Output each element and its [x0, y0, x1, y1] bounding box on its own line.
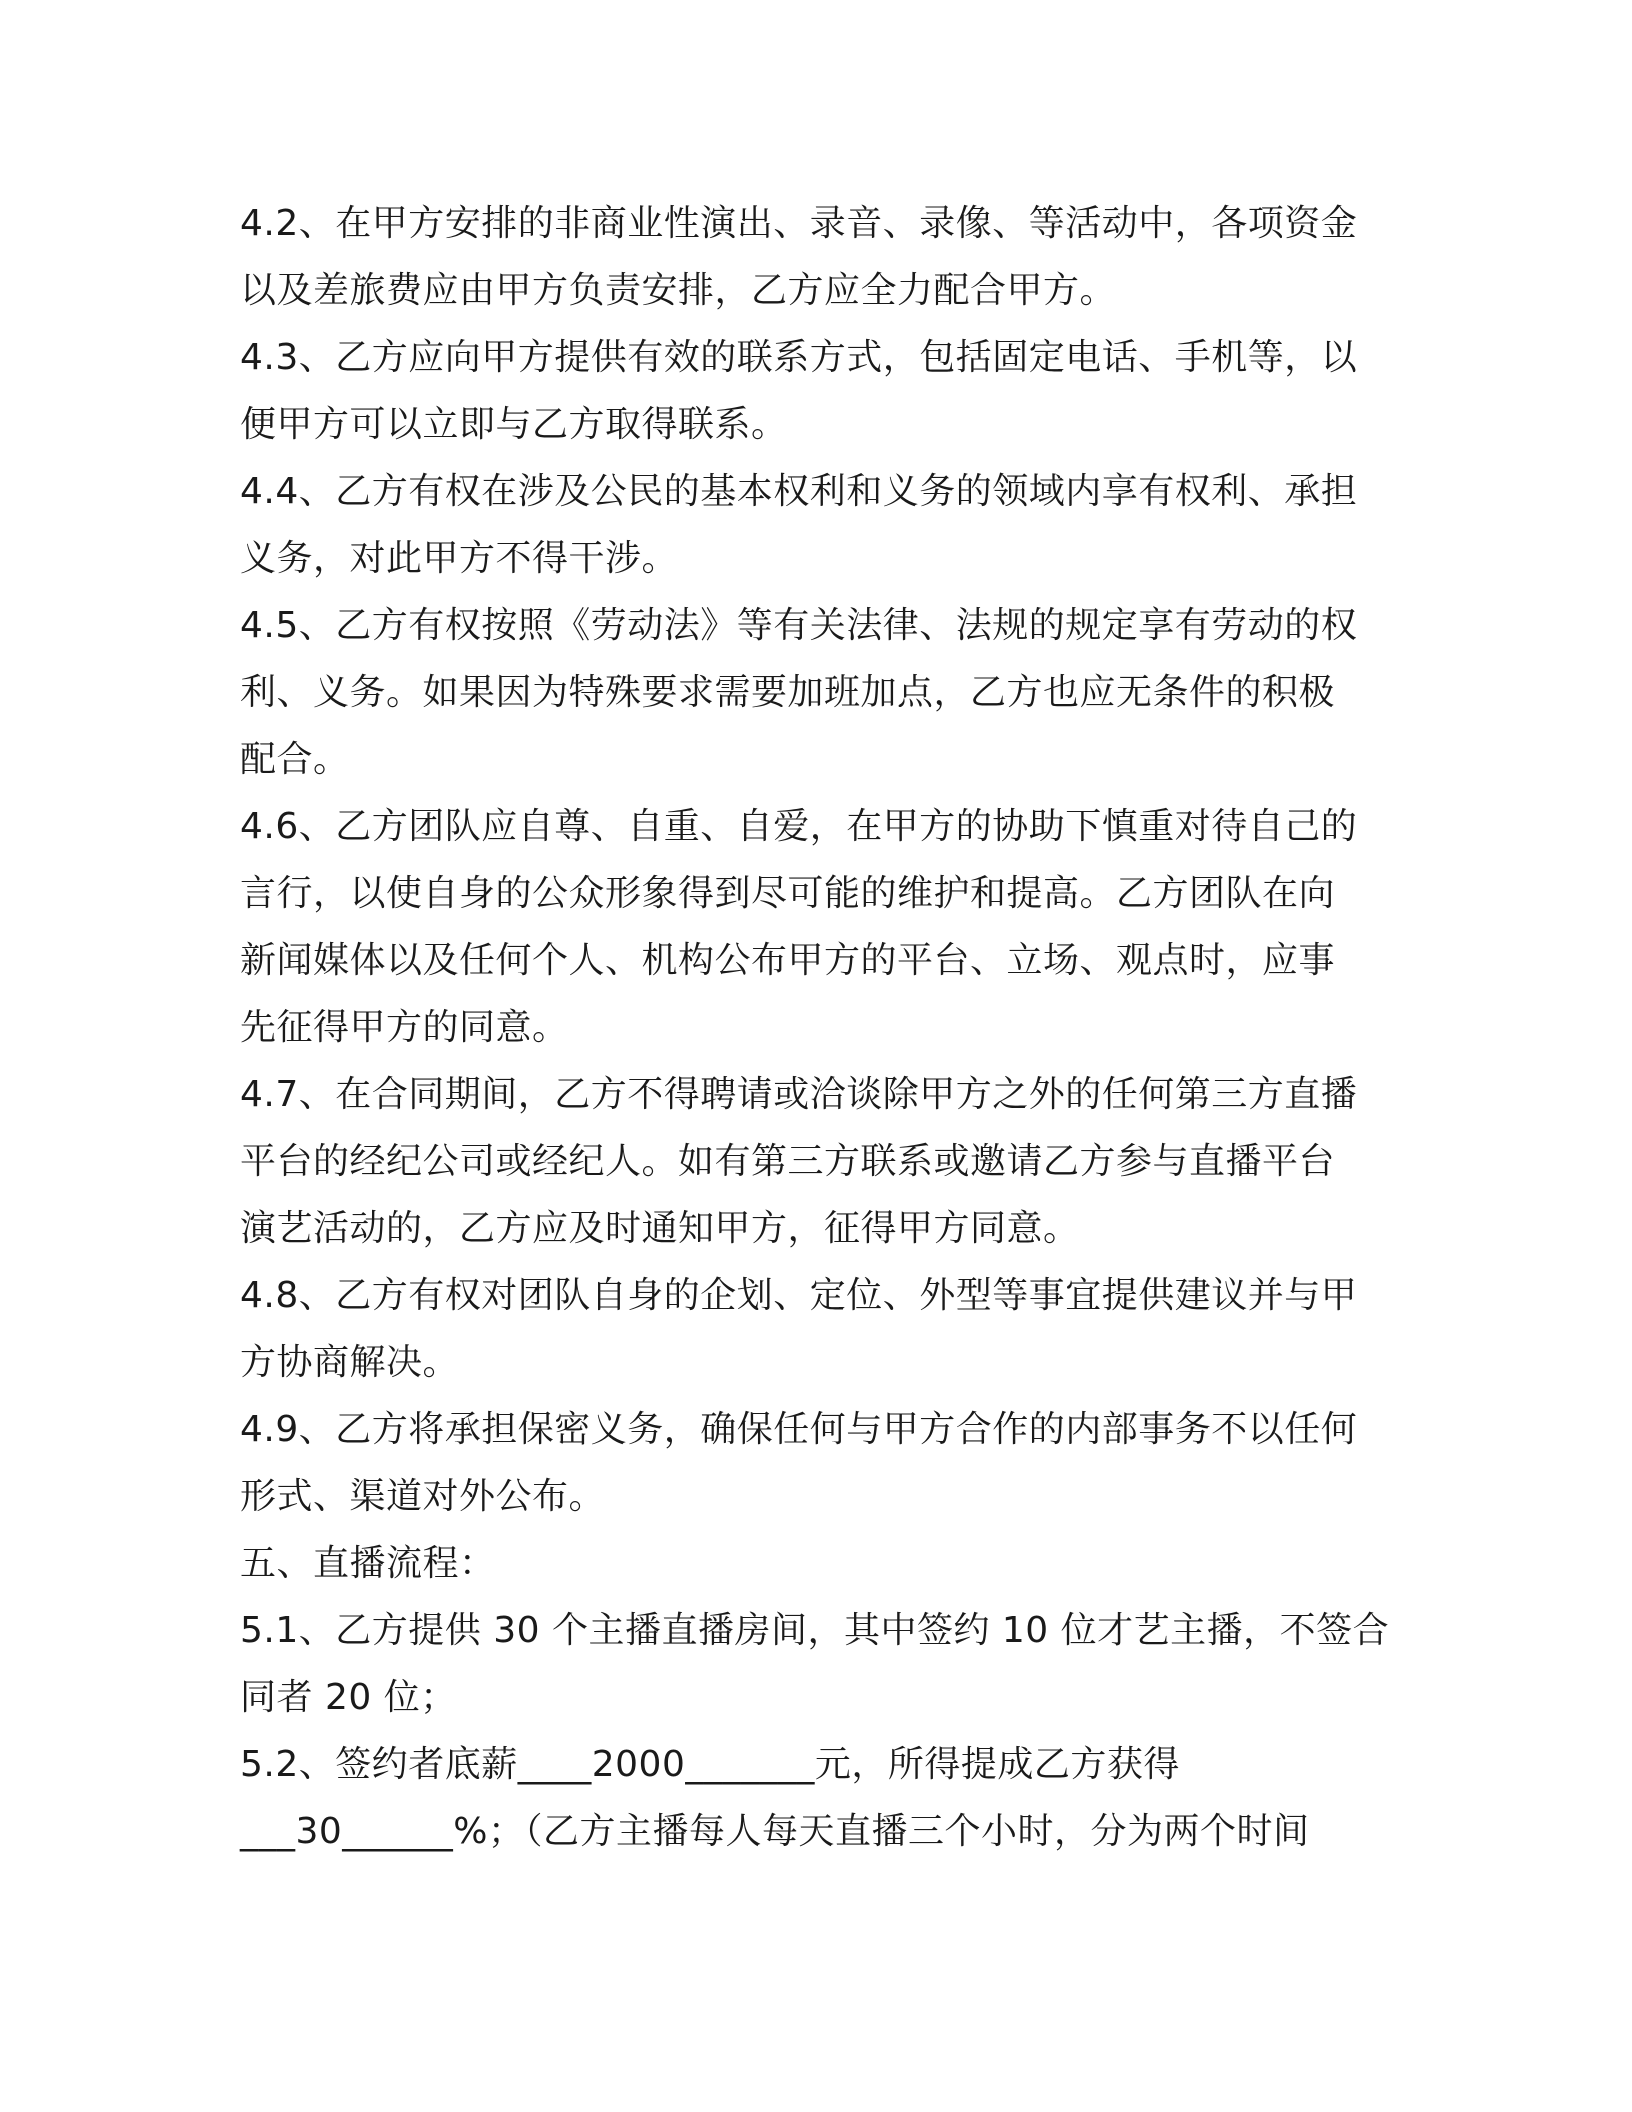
clause-line: 新闻媒体以及任何个人、机构公布甲方的平台、立场、观点时，应事	[240, 940, 1336, 981]
clause-line: 言行，以使自身的公众形象得到尽可能的维护和提高。乙方团队在向	[240, 873, 1336, 914]
clause-line: ___30______%；（乙方主播每人每天直播三个小时，分为两个时间	[240, 1811, 1310, 1852]
clause-line: 义务，对此甲方不得干涉。	[240, 538, 679, 579]
clause-line: 形式、渠道对外公布。	[240, 1476, 606, 1517]
clause-4-4	[240, 458, 1390, 592]
clause-line: 4.5、乙方有权按照《劳动法》等有关法律、法规的规定享有劳动的权	[240, 605, 1358, 646]
clause-line: 4.9、乙方将承担保密义务，确保任何与甲方合作的内部事务不以任何	[240, 1409, 1358, 1450]
clause-section-5	[240, 1530, 1390, 1597]
clause-line: 4.4、乙方有权在涉及公民的基本权利和义务的领域内享有权利、承担	[240, 471, 1358, 512]
clause-5-1	[240, 1597, 1390, 1731]
clause-4-5	[240, 592, 1390, 793]
clause-4-2	[240, 190, 1390, 324]
clause-line: 利、义务。如果因为特殊要求需要加班加点，乙方也应无条件的积极	[240, 672, 1336, 713]
clause-line: 先征得甲方的同意。	[240, 1007, 569, 1048]
clause-line: 平台的经纪公司或经纪人。如有第三方联系或邀请乙方参与直播平台	[240, 1141, 1336, 1182]
clause-line: 五、直播流程：	[240, 1543, 496, 1584]
clause-line: 方协商解决。	[240, 1342, 460, 1383]
document-body	[240, 190, 1390, 1865]
clause-4-8	[240, 1262, 1390, 1396]
clause-line: 5.2、签约者底薪____2000_______元，所得提成乙方获得	[240, 1744, 1180, 1785]
clause-line: 4.2、在甲方安排的非商业性演出、录音、录像、等活动中，各项资金	[240, 203, 1358, 244]
clause-line: 便甲方可以立即与乙方取得联系。	[240, 404, 788, 445]
clause-line: 演艺活动的，乙方应及时通知甲方，征得甲方同意。	[240, 1208, 1080, 1249]
clause-line: 4.8、乙方有权对团队自身的企划、定位、外型等事宜提供建议并与甲	[240, 1275, 1358, 1316]
clause-4-7	[240, 1061, 1390, 1262]
clause-line: 4.6、乙方团队应自尊、自重、自爱，在甲方的协助下慎重对待自己的	[240, 806, 1358, 847]
clause-4-9	[240, 1396, 1390, 1530]
clause-4-3	[240, 324, 1390, 458]
clause-4-6	[240, 793, 1390, 1061]
clause-line: 4.7、在合同期间，乙方不得聘请或洽谈除甲方之外的任何第三方直播	[240, 1074, 1358, 1115]
clause-line: 4.3、乙方应向甲方提供有效的联系方式，包括固定电话、手机等，以	[240, 337, 1358, 378]
clause-line: 5.1、乙方提供 30 个主播直播房间，其中签约 10 位才艺主播，不签合	[240, 1610, 1390, 1651]
clause-5-2	[240, 1731, 1390, 1865]
clause-line: 配合。	[240, 739, 350, 780]
clause-line: 同者 20 位；	[240, 1677, 457, 1718]
clause-line: 以及差旅费应由甲方负责安排，乙方应全力配合甲方。	[240, 270, 1117, 311]
